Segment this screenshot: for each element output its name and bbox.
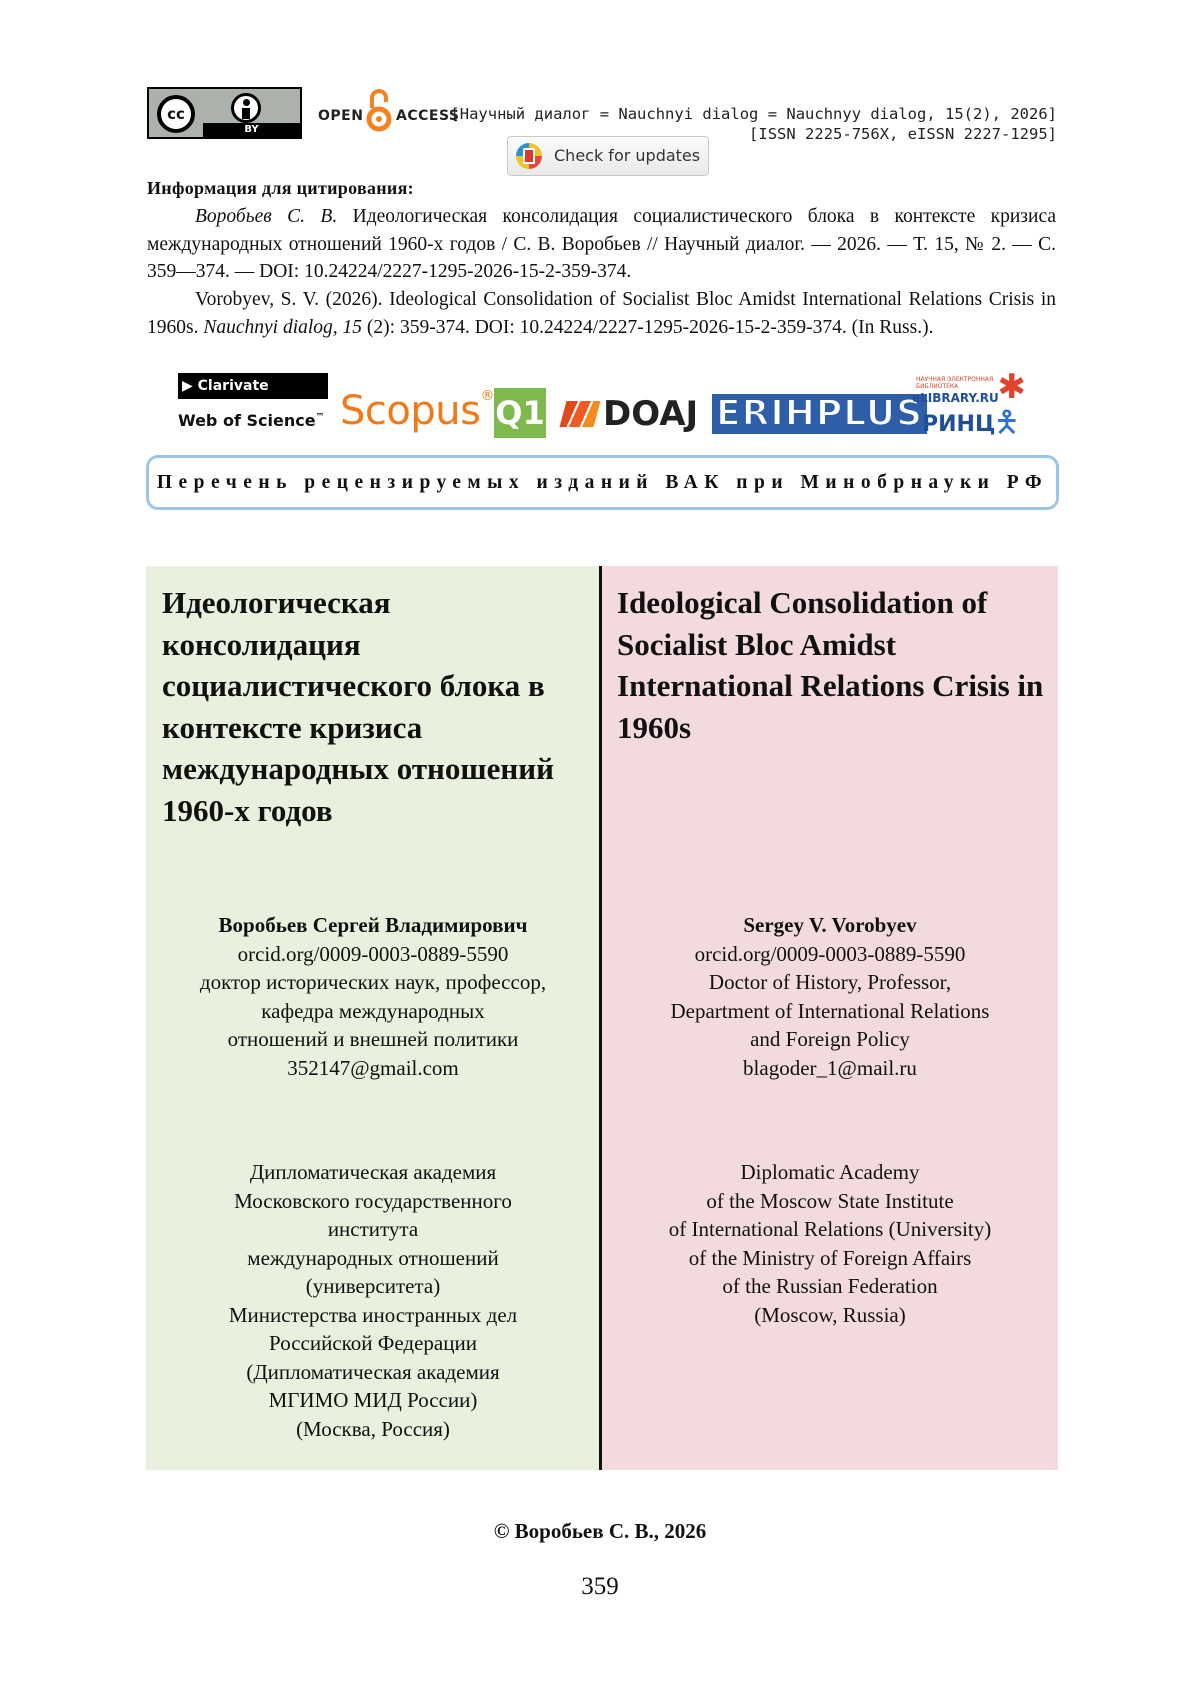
scopus-logo[interactable]: Scopus® [340, 388, 494, 434]
web-of-science-logo[interactable] [178, 373, 328, 430]
doaj-logo[interactable]: DOAJ [563, 394, 698, 434]
affiliation-line: Московского государственного [234, 1188, 512, 1213]
rinc-person-icon: 🯅 [993, 405, 1020, 440]
affiliation-line: (университета) [305, 1274, 441, 1298]
column-divider [599, 566, 602, 1470]
article-title-english: Ideological Consolidation of Socialist Bloc Amidst International Relations Crisis in 1960s [617, 585, 1044, 745]
author-department: and Foreign Policy [750, 1027, 910, 1051]
citation-ru-text: Идеологическая консолидация социалистического блока в контексте кризиса международных отношений 1960-х годов / С. В. Воробьев // Научный диалог. — 2026. — Т. 15, № 2. — С. 359—374. — DOI: 10.24224/2227-1295-2026-15-2-359-374. [147, 206, 1056, 282]
citation-ru-author: Воробьев С. В. [195, 206, 338, 227]
q1-quartile-badge: Q1 [494, 388, 546, 438]
elibrary-rinc-logo[interactable] [908, 367, 1026, 442]
clarivate-label: ▶ Clarivate [178, 373, 328, 399]
orcid-link[interactable]: orcid.org/0009-0003-0889-5590 [694, 941, 966, 966]
citation-en-doi: (2): 359-374. DOI: 10.24224/2227-1295-2026-15-2-359-374. (In Russ.). [362, 316, 934, 338]
affiliation-english [612, 1158, 1048, 1329]
affiliation-line: института [327, 1217, 419, 1241]
citation-en-text: Vorobyev, S. V. (2026). Ideological Consolidation of Socialist Bloc Amidst International Relations Crisis in 1960s. [147, 289, 1056, 338]
citation-russian [147, 203, 1056, 286]
copyright-notice: © Воробьев С. В., 2026 [493, 1519, 707, 1543]
vak-list-banner: Перечень рецензируемых изданий ВАК при Минобрнауки РФ [146, 455, 1059, 510]
rinc-label: РИНЦ [922, 412, 996, 437]
open-access-lock-icon [366, 88, 392, 132]
author-degree: Doctor of History, Professor, [708, 970, 952, 994]
web-of-science-label: Web of Science™ [178, 411, 325, 430]
affiliation-line: of the Ministry of Foreign Affairs [688, 1245, 972, 1270]
author-department: отношений и внешней политики [227, 1027, 519, 1051]
elibrary-star-icon: ✱ [997, 367, 1026, 407]
author-info-russian [156, 911, 590, 1082]
author-email[interactable]: 352147@gmail.com [287, 1055, 459, 1080]
affiliation-line: Дипломатическая академия [249, 1160, 497, 1184]
author-info-english [612, 911, 1048, 1082]
open-access-logo [318, 86, 458, 138]
by-person-icon [231, 93, 261, 123]
affiliation-line: МГИМО МИД России) [268, 1388, 478, 1412]
author-name: Воробьев Сергей Владимирович [218, 913, 528, 937]
cc-icon: cc [157, 95, 195, 133]
citation-en-journal: Nauchnyi dialog, 15 [203, 316, 363, 338]
crossmark-icon [516, 143, 542, 169]
orcid-link[interactable]: orcid.org/0009-0003-0889-5590 [237, 941, 509, 966]
affiliation-line: Министерства иностранных дел [228, 1302, 518, 1327]
open-access-right-text: ACCESS [396, 108, 460, 124]
cc-by-license-badge[interactable] [147, 87, 302, 139]
affiliation-line: международных отношений [247, 1245, 499, 1270]
check-for-updates-label: Check for updates [554, 146, 701, 165]
issn-line: [ISSN 2225-756X, eISSN 2227-1295] [749, 125, 1057, 143]
author-email[interactable]: blagoder_1@mail.ru [743, 1055, 917, 1080]
citation-english [147, 286, 1056, 341]
page-number: 359 [581, 1573, 619, 1600]
erihplus-logo[interactable]: ERIHPLUS [712, 394, 927, 434]
author-department: Department of International Relations [670, 998, 990, 1023]
author-name: Sergey V. Vorobyev [743, 913, 917, 937]
citation-heading: Информация для цитирования: [147, 178, 414, 198]
author-degree: доктор исторических наук, профессор, [199, 970, 547, 994]
check-for-updates-button[interactable] [507, 136, 709, 176]
author-department: кафедра международных [261, 998, 485, 1023]
elibrary-name: eLIBRARY.RU [912, 391, 999, 405]
journal-reference-line: [Научный диалог = Nauchnyi dialog = Nauchnyy dialog, 15(2), 2026] [450, 105, 1057, 123]
open-access-left-text: OPEN [318, 108, 364, 124]
article-title-russian: Идеологическая консолидация социалистического блока в контексте кризиса международных отношений 1960-х годов [162, 585, 554, 828]
affiliation-line: of the Russian Federation [722, 1274, 938, 1298]
affiliation-line: of International Relations (University) [668, 1217, 992, 1241]
affiliation-line: (Москва, Россия) [296, 1416, 450, 1441]
affiliation-line: (Дипломатическая академия [246, 1359, 500, 1384]
by-label: BY [203, 123, 300, 137]
affiliation-line: Российской Федерации [269, 1331, 477, 1355]
doaj-icon [560, 401, 601, 427]
elibrary-caption: НАУЧНАЯ ЭЛЕКТРОННАЯ БИБЛИОТЕКА [916, 376, 994, 390]
affiliation-line: Diplomatic Academy [740, 1160, 920, 1184]
affiliation-russian [156, 1158, 590, 1443]
affiliation-line: (Moscow, Russia) [754, 1302, 906, 1327]
affiliation-line: of the Moscow State Institute [706, 1188, 954, 1213]
